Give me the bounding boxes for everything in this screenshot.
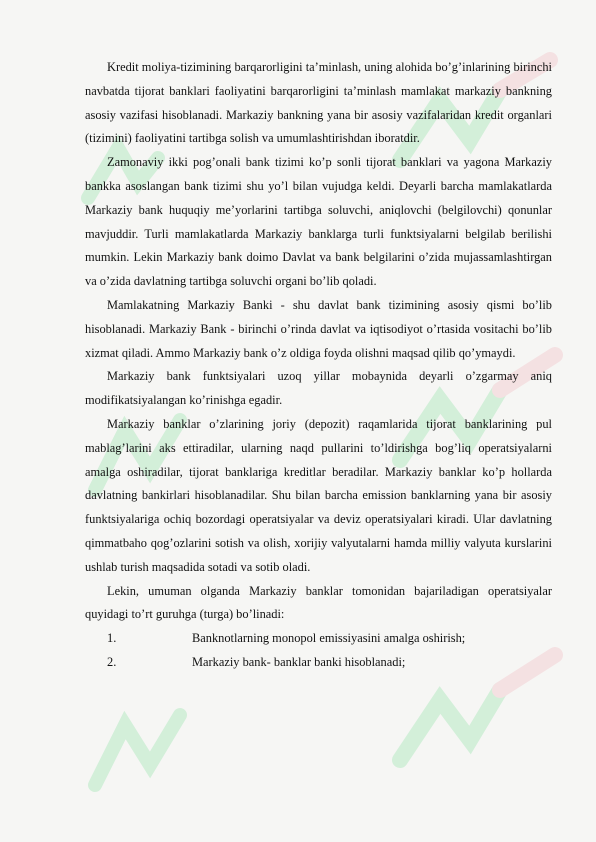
paragraph-2: Zamonaviy ikki pog’onali bank tizimi ko’p sonli tijorat banklari va yagona Markaziy bankka asoslangan bank tizimi shu yo’l bilan vujudga keldi. Deyarli barcha mamlakatlarda Markaziy bank huquqiy me’yorlarini tartibga soluvchi, aniqlovchi (belgilovchi) qonunlar mavjuddir. Turli mamlakatlarda Markaziy banklarga turli funktsiyalarni belgilab berilishi mumkin. Lekin Markaziy bank doimo Davlat va bank belgilarini o’zida mujassamlashtirgan va o’zida davlatning tartibga soluvchi organi bo’lib qoladi.	[85, 155, 552, 289]
paragraph-4: Markaziy bank funktsiyalari uzoq yillar mobaynida deyarli o’zgarmay aniq modifikatsiyalangan ko’rinishga egadir.	[85, 369, 552, 408]
paragraph-1: Kredit moliya-tizimining barqarorligini ta’minlash, uning alohida bo’g’inlarining birinchi navbatda tijorat banklari faoliyatini barqarorligini ta’minlash mamlakat markaziy bankning asosiy vazifasi hisoblanadi. Markaziy bankning yana bir asosiy vazifalaridan kredit organlari (tizimini) faoliyatini tartibga solish va umumlashtirishdan iboratdir.	[85, 60, 552, 146]
list-item	[85, 627, 552, 651]
list-item-text: Banknotlarning monopol emissiyasini amalga oshirish;	[192, 631, 466, 646]
paragraph-5: Markaziy banklar o’zlarining joriy (depozit) raqamlarida tijorat banklarining pul mablag’larini aks ettiradilar, ularning naqd pullarini to’ldirishga bog’liq operatsiyalarni amalga oshiradilar, tijorat banklariga kreditlar beradilar. Markaziy banklar ko’p hollarda davlatning bankirlari hisoblanadilar. Shu bilan barcha emission banklarning yana bir asosiy funktsiyalariga ochiq bozordagi operatsiyalar va deviz operatsiyalari kiradi. Ular davlatning qimmatbaho qog’ozlarini sotish va olish, xorijiy valyutalarni hamda milliy valyuta kurslarini ushlab turish maqsadida sotadi va sotib oladi.	[85, 416, 552, 574]
paragraph-3: Mamlakatning Markaziy Banki - shu davlat bank tizimining asosiy qismi bo’lib hisoblanadi. Markaziy Bank - birinchi o’rinda davlat va iqtisodiyot o’rtasida vositachi bo’lib xizmat qiladi. Ammo Markaziy bank o’z oldiga foyda olishni maqsad qilib qo’ymaydi.	[85, 297, 552, 360]
list-item-number: 2.	[107, 654, 117, 669]
list-item	[85, 651, 552, 675]
paragraph-6: Lekin, umuman olganda Markaziy banklar tomonidan bajariladigan operatsiyalar quyidagi to’rt guruhga (turga) bo’linadi:	[85, 583, 552, 622]
watermark-logo-icon	[80, 690, 200, 800]
list-item-text: Markaziy bank- banklar banki hisoblanadi;	[192, 654, 406, 669]
document-body	[85, 56, 552, 675]
list-item-number: 1.	[107, 631, 117, 646]
